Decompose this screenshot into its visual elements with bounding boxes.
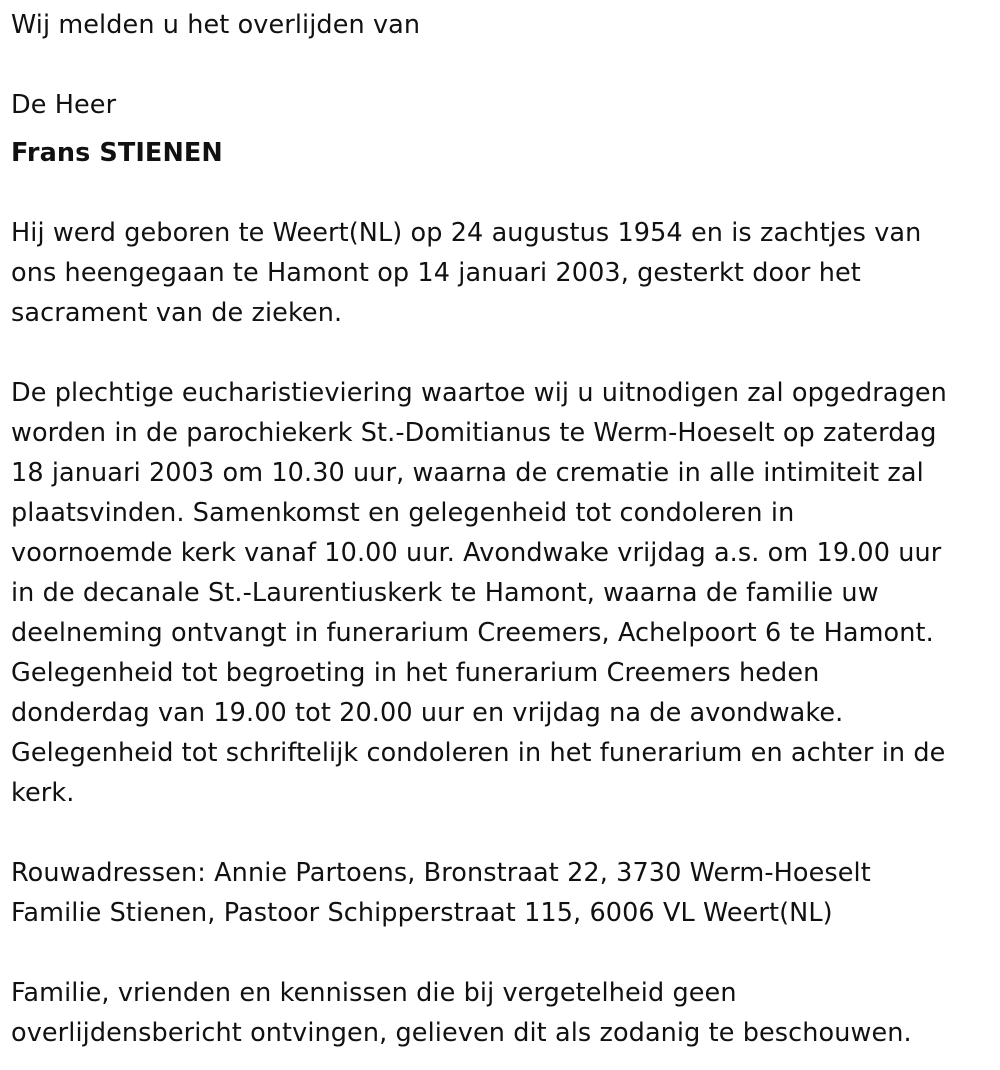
paragraph-line: 18 januari 2003 om 10.30 uur, waarna de crematie in alle intimiteit zal xyxy=(11,458,924,488)
paragraph-line: overlijdensbericht ontvingen, gelieven dit als zodanig te beschouwen. xyxy=(11,1018,912,1048)
honorific: De Heer xyxy=(11,90,117,120)
deceased-name: Frans STIENEN xyxy=(11,138,223,168)
paragraph-line: Hij werd geboren te Weert(NL) op 24 augustus 1954 en is zachtjes van xyxy=(11,218,922,248)
address-line: Rouwadressen: Annie Partoens, Bronstraat 22, 3730 Werm-Hoeselt xyxy=(11,858,871,888)
paragraph-line: Familie, vrienden en kennissen die bij vergetelheid geen xyxy=(11,978,737,1008)
paragraph-line: De plechtige eucharistieviering waartoe wij u uitnodigen zal opgedragen xyxy=(11,378,947,408)
paragraph-line: voornoemde kerk vanaf 10.00 uur. Avondwake vrijdag a.s. om 19.00 uur xyxy=(11,538,942,568)
paragraph-line: donderdag van 19.00 tot 20.00 uur en vrijdag na de avondwake. xyxy=(11,698,844,728)
paragraph-line: kerk. xyxy=(11,778,75,808)
paragraph-line: Gelegenheid tot schriftelijk condoleren in het funerarium en achter in de xyxy=(11,738,946,768)
intro-text: Wij melden u het overlijden van xyxy=(11,10,421,40)
address-line: Familie Stienen, Pastoor Schipperstraat 115, 6006 VL Weert(NL) xyxy=(11,898,833,928)
paragraph-line: deelneming ontvangt in funerarium Creemers, Achelpoort 6 te Hamont. xyxy=(11,618,934,648)
paragraph-line: ons heengegaan te Hamont op 14 januari 2003, gesterkt door het xyxy=(11,258,861,288)
paragraph-line: sacrament van de zieken. xyxy=(11,298,343,328)
paragraph-line: Gelegenheid tot begroeting in het funerarium Creemers heden xyxy=(11,658,820,688)
paragraph-line: plaatsvinden. Samenkomst en gelegenheid tot condoleren in xyxy=(11,498,795,528)
paragraph-line: in de decanale St.-Laurentiuskerk te Hamont, waarna de familie uw xyxy=(11,578,879,608)
paragraph-line: worden in de parochiekerk St.-Domitianus te Werm-Hoeselt op zaterdag xyxy=(11,418,937,448)
